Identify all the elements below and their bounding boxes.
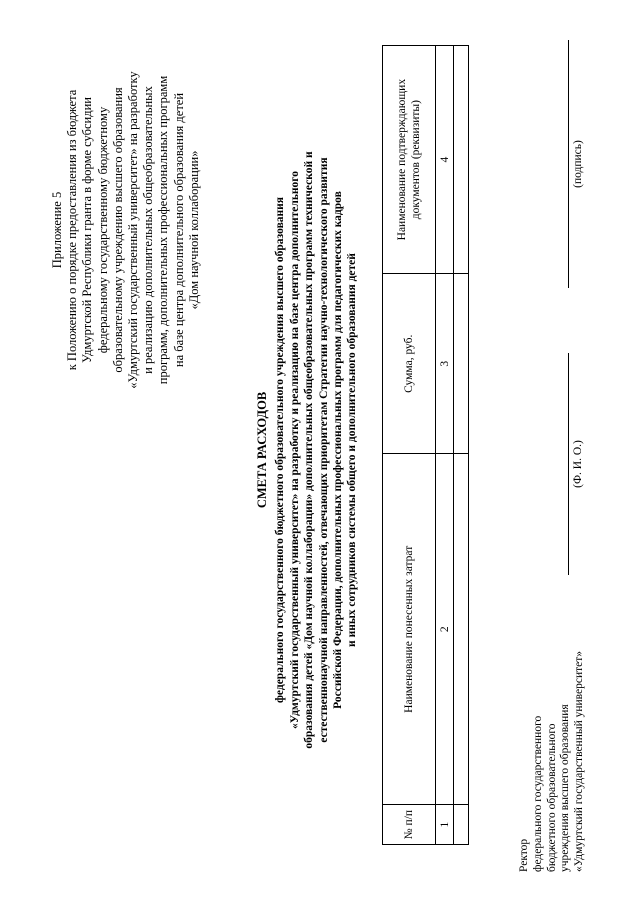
signature-line <box>568 40 569 288</box>
appendix-line: и реализацию дополнительных общеобразовательных <box>141 86 156 374</box>
title-line: Российской Федерации, дополнительных профессиональных программ для педагогических кадров <box>332 191 345 709</box>
signer-line: бюджетного образовательного <box>545 723 558 872</box>
fio-caption: (Ф. И. О.) <box>572 440 584 488</box>
title-line: и иных сотрудников системы общего и дополнительного образования детей <box>346 253 359 647</box>
document-title-block <box>255 20 360 880</box>
appendix-line: Приложение 5 <box>50 191 64 269</box>
title-line: федерального государственного бюджетного образовательного учреждения высшего образования <box>274 196 287 704</box>
column-number-cell: 2 <box>436 454 454 805</box>
signer-line: учреждения высшего образования <box>559 704 572 872</box>
appendix-line: Удмуртской Республики гранта в форме субсидии <box>80 97 95 363</box>
table-cell <box>454 46 469 274</box>
header-number: № п/п <box>383 805 436 845</box>
title-line: «Удмуртский государственный университет» на разработку и реализацию на базе центра дополнительного <box>288 171 301 729</box>
column-number-cell: 3 <box>436 274 454 454</box>
table-cell <box>454 274 469 454</box>
appendix-line: «Дом научной коллаборации» <box>186 150 201 310</box>
table-header-row <box>383 46 436 845</box>
title-line: естественнонаучной направленностей, отвечающих приоритетам Стратегии научно-технологического развития <box>317 157 330 743</box>
column-number-cell: 4 <box>436 46 454 274</box>
appendix-line: на базе центра дополнительного образования детей <box>171 92 186 368</box>
appendix-line: к Положению о порядке предоставления из бюджета <box>65 89 80 371</box>
appendix-line: программ, дополнительных профессиональных программ <box>156 75 171 385</box>
rotated-page <box>20 20 620 880</box>
column-number-cell: 1 <box>436 805 454 845</box>
fio-line <box>568 353 569 575</box>
document-heading: СМЕТА РАСХОДОВ <box>255 391 269 509</box>
appendix-line: федеральному государственному бюджетному <box>95 106 110 354</box>
title-line: образования детей «Дом научной коллаборации» дополнительных общеобразовательных программ технической и <box>303 151 316 749</box>
appendix-line: «Удмуртский государственный университет» на разработку <box>126 71 141 389</box>
header-amount: Сумма, руб. <box>383 274 436 454</box>
table-row <box>454 46 469 845</box>
expense-table <box>382 45 469 845</box>
signature-caption: (подпись) <box>572 140 584 188</box>
appendix-block <box>50 50 202 410</box>
signer-line: Ректор <box>518 838 530 872</box>
table-cell <box>454 805 469 845</box>
header-expense-name: Наименование понесенных затрат <box>383 454 436 805</box>
appendix-line: образовательному учреждению высшего образования <box>110 87 125 373</box>
signer-block <box>518 612 587 872</box>
header-documents: Наименование подтверждающих документов (реквизиты) <box>383 46 436 274</box>
signer-line: «Удмуртский государственный университет» <box>573 650 586 872</box>
table-cell <box>454 454 469 805</box>
table-column-numbers-row <box>436 46 454 845</box>
signer-line: федерального государственного <box>531 715 544 872</box>
